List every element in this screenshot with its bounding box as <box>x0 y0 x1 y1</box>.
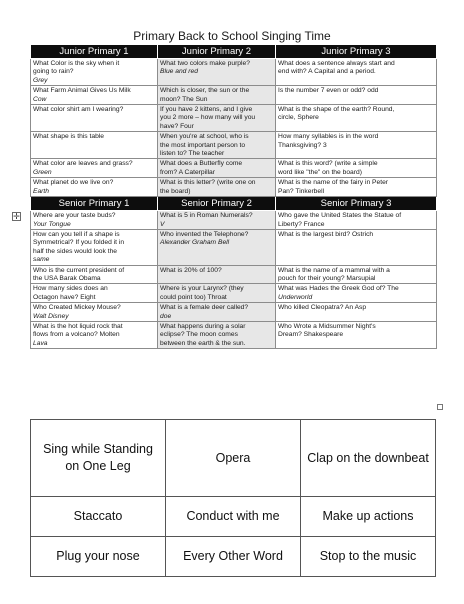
question-line: Which is closer, the sun or the <box>160 87 250 95</box>
table-row <box>31 284 437 303</box>
question-cell <box>31 105 158 132</box>
question-cell <box>158 86 276 105</box>
question-line: Walt Disney <box>33 312 69 320</box>
question-line: What Farm Animal Gives Us Milk <box>33 87 131 95</box>
action-cell: Make up actions <box>301 497 436 537</box>
question-cell <box>31 86 158 105</box>
action-cell: Clap on the downbeat <box>301 420 436 497</box>
question-line: What color shirt am I wearing? <box>33 106 124 114</box>
question-line: Underworld <box>278 293 313 301</box>
question-cell <box>276 178 437 197</box>
question-cell <box>276 86 437 105</box>
table-row <box>31 178 437 197</box>
question-cell <box>31 303 158 322</box>
question-line: you 2 more – how many will you <box>160 114 256 122</box>
question-cell <box>158 59 276 86</box>
table-row <box>31 303 437 322</box>
question-line: moon? The Sun <box>160 95 208 103</box>
table-row <box>31 105 437 132</box>
table-row <box>31 211 437 230</box>
table-row <box>31 537 436 577</box>
question-line: What Color is the sky when it <box>33 60 120 67</box>
action-cell: Every Other Word <box>166 537 301 577</box>
question-line: How can you tell if a shape is <box>33 230 120 238</box>
question-line: Grey <box>33 76 48 84</box>
question-line: Is the number 7 even or odd? odd <box>278 87 379 95</box>
question-cell <box>276 159 437 178</box>
question-cell <box>276 303 437 322</box>
question-line: What is the shape of the earth? Round, <box>278 106 395 114</box>
action-cell: Plug your nose <box>31 537 166 577</box>
question-line: When you're at school, who is <box>160 133 249 141</box>
question-line: Liberty? France <box>278 220 325 228</box>
question-cell <box>158 211 276 230</box>
action-cell: Staccato <box>31 497 166 537</box>
question-cell <box>158 105 276 132</box>
question-line: Cow <box>33 95 47 103</box>
question-cell <box>31 321 158 348</box>
question-cell <box>31 265 158 284</box>
question-cell <box>31 132 158 159</box>
action-cell: Stop to the music <box>301 537 436 577</box>
senior-header: Senior Primary 3 <box>276 197 437 211</box>
page-title: Primary Back to School Singing Time <box>133 29 331 43</box>
question-line: What is this word? (write a simple <box>278 160 378 168</box>
junior-header: Junior Primary 2 <box>158 45 276 59</box>
question-line: Pan? Tinkerbell <box>278 187 325 195</box>
question-line: Dream? Shakespeare <box>278 331 344 339</box>
question-cell <box>276 105 437 132</box>
table-row <box>31 265 437 284</box>
question-line: Who killed Cleopatra? An Asp <box>278 304 367 312</box>
question-line: Who is the current president of <box>33 266 125 274</box>
move-arrows-icon[interactable]: ✛ <box>13 212 20 221</box>
table-row <box>31 321 437 348</box>
question-line: the board) <box>160 187 191 195</box>
question-line: between the earth & the sun. <box>160 339 246 347</box>
question-cell <box>158 229 276 265</box>
question-line: have? Four <box>160 122 194 130</box>
table-row <box>31 59 437 86</box>
question-line: Blue and red <box>160 68 198 76</box>
question-cell <box>276 321 437 348</box>
question-line: What is a female deer called? <box>160 304 249 312</box>
question-line: What does a sentence always start and <box>278 60 395 67</box>
question-cell <box>276 284 437 303</box>
question-line: the USA Barak Obama <box>33 274 101 282</box>
question-line: Your Tongue <box>33 220 71 228</box>
question-line: end with? A Capital and a period. <box>278 68 376 76</box>
question-cell <box>31 284 158 303</box>
question-line: Who Created Mickey Mouse? <box>33 304 121 312</box>
question-line: Alexander Graham Bell <box>160 239 230 247</box>
question-line: What is this letter? (write one on <box>160 179 256 187</box>
question-cell <box>276 211 437 230</box>
question-line: word like "the" on the board) <box>278 168 362 176</box>
question-cell <box>158 321 276 348</box>
question-cell <box>31 178 158 197</box>
question-cell <box>31 159 158 178</box>
question-cell <box>158 284 276 303</box>
question-line: eclipse? The moon comes <box>160 331 238 339</box>
table-row <box>31 420 436 497</box>
actions-table <box>30 419 436 577</box>
table-row <box>31 132 437 159</box>
question-line: Who Wrote a Midsummer Night's <box>278 322 376 330</box>
senior-header: Senior Primary 2 <box>158 197 276 211</box>
question-line: What is the hot liquid rock that <box>33 322 123 330</box>
question-line: Earth <box>33 187 49 195</box>
question-cell <box>276 59 437 86</box>
question-line: What two colors make purple? <box>160 60 250 67</box>
question-cell <box>276 132 437 159</box>
question-line: half the sides would look the <box>33 247 118 255</box>
question-line: same <box>33 256 50 264</box>
question-line: the most important person to <box>160 141 246 149</box>
action-cell: Conduct with me <box>166 497 301 537</box>
table-row <box>31 86 437 105</box>
question-line: from? A Caterpillar <box>160 168 216 176</box>
junior-header: Junior Primary 1 <box>31 45 158 59</box>
question-line: What happens during a solar <box>160 322 246 330</box>
question-line: Lava <box>33 339 48 347</box>
question-line: circle, Sphere <box>278 114 319 122</box>
question-line: could point too) Throat <box>160 293 227 301</box>
question-line: flows from a volcano? Molten <box>33 331 120 339</box>
senior-header: Senior Primary 1 <box>31 197 158 211</box>
question-line: What planet do we live on? <box>33 179 114 187</box>
question-line: What is the largest bird? Ostrich <box>278 230 374 238</box>
action-cell: Opera <box>166 420 301 497</box>
question-cell <box>158 132 276 159</box>
question-line: If you have 2 kittens, and I give <box>160 106 253 114</box>
question-cell <box>158 303 276 322</box>
question-line: listen to? The teacher <box>160 150 225 158</box>
question-line: Where is your Larynx? (they <box>160 285 244 293</box>
question-line: What is the name of a mammal with a <box>278 266 390 274</box>
senior-header-row <box>31 197 437 211</box>
question-line: Who invented the Telephone? <box>160 230 249 238</box>
question-cell <box>31 211 158 230</box>
table-row <box>31 159 437 178</box>
question-cell <box>276 229 437 265</box>
question-line: How many sides does an <box>33 285 108 293</box>
question-line: Symmetrical? If you folded it in <box>33 239 125 247</box>
action-cell: Sing while Standing on One Leg <box>31 420 166 497</box>
question-line: What was Hades the Greek God of? The <box>278 285 399 293</box>
question-line: Thanksgiving? 3 <box>278 141 327 149</box>
question-line: pouch for their young? Marsupial <box>278 274 376 282</box>
question-line: V <box>160 220 165 228</box>
question-cell <box>158 265 276 284</box>
question-cell <box>31 229 158 265</box>
question-line: What color are leaves and grass? <box>33 160 133 168</box>
question-line: What is the name of the fairy in Peter <box>278 179 389 187</box>
question-cell <box>276 265 437 284</box>
questions-table <box>30 44 437 349</box>
question-line: Where are your taste buds? <box>33 212 116 220</box>
junior-header-row <box>31 45 437 59</box>
question-line: What is 20% of 100? <box>160 266 222 274</box>
question-line: What does a Butterfly come <box>160 160 243 168</box>
table-row <box>31 497 436 537</box>
question-line: What shape is this table <box>33 133 104 141</box>
question-line: What is 5 in Roman Numerals? <box>160 212 253 220</box>
question-cell <box>158 159 276 178</box>
question-line: Green <box>33 168 52 176</box>
question-cell <box>31 59 158 86</box>
question-line: going to rain? <box>33 68 74 76</box>
question-line: Who gave the United States the Statue of <box>278 212 402 220</box>
question-line: How many syllables is in the word <box>278 133 379 141</box>
junior-header: Junior Primary 3 <box>276 45 437 59</box>
question-cell <box>158 178 276 197</box>
table-row <box>31 229 437 265</box>
question-line: Octagon have? Eight <box>33 293 96 301</box>
resize-square-icon[interactable] <box>437 404 443 410</box>
question-line: doe <box>160 312 172 320</box>
